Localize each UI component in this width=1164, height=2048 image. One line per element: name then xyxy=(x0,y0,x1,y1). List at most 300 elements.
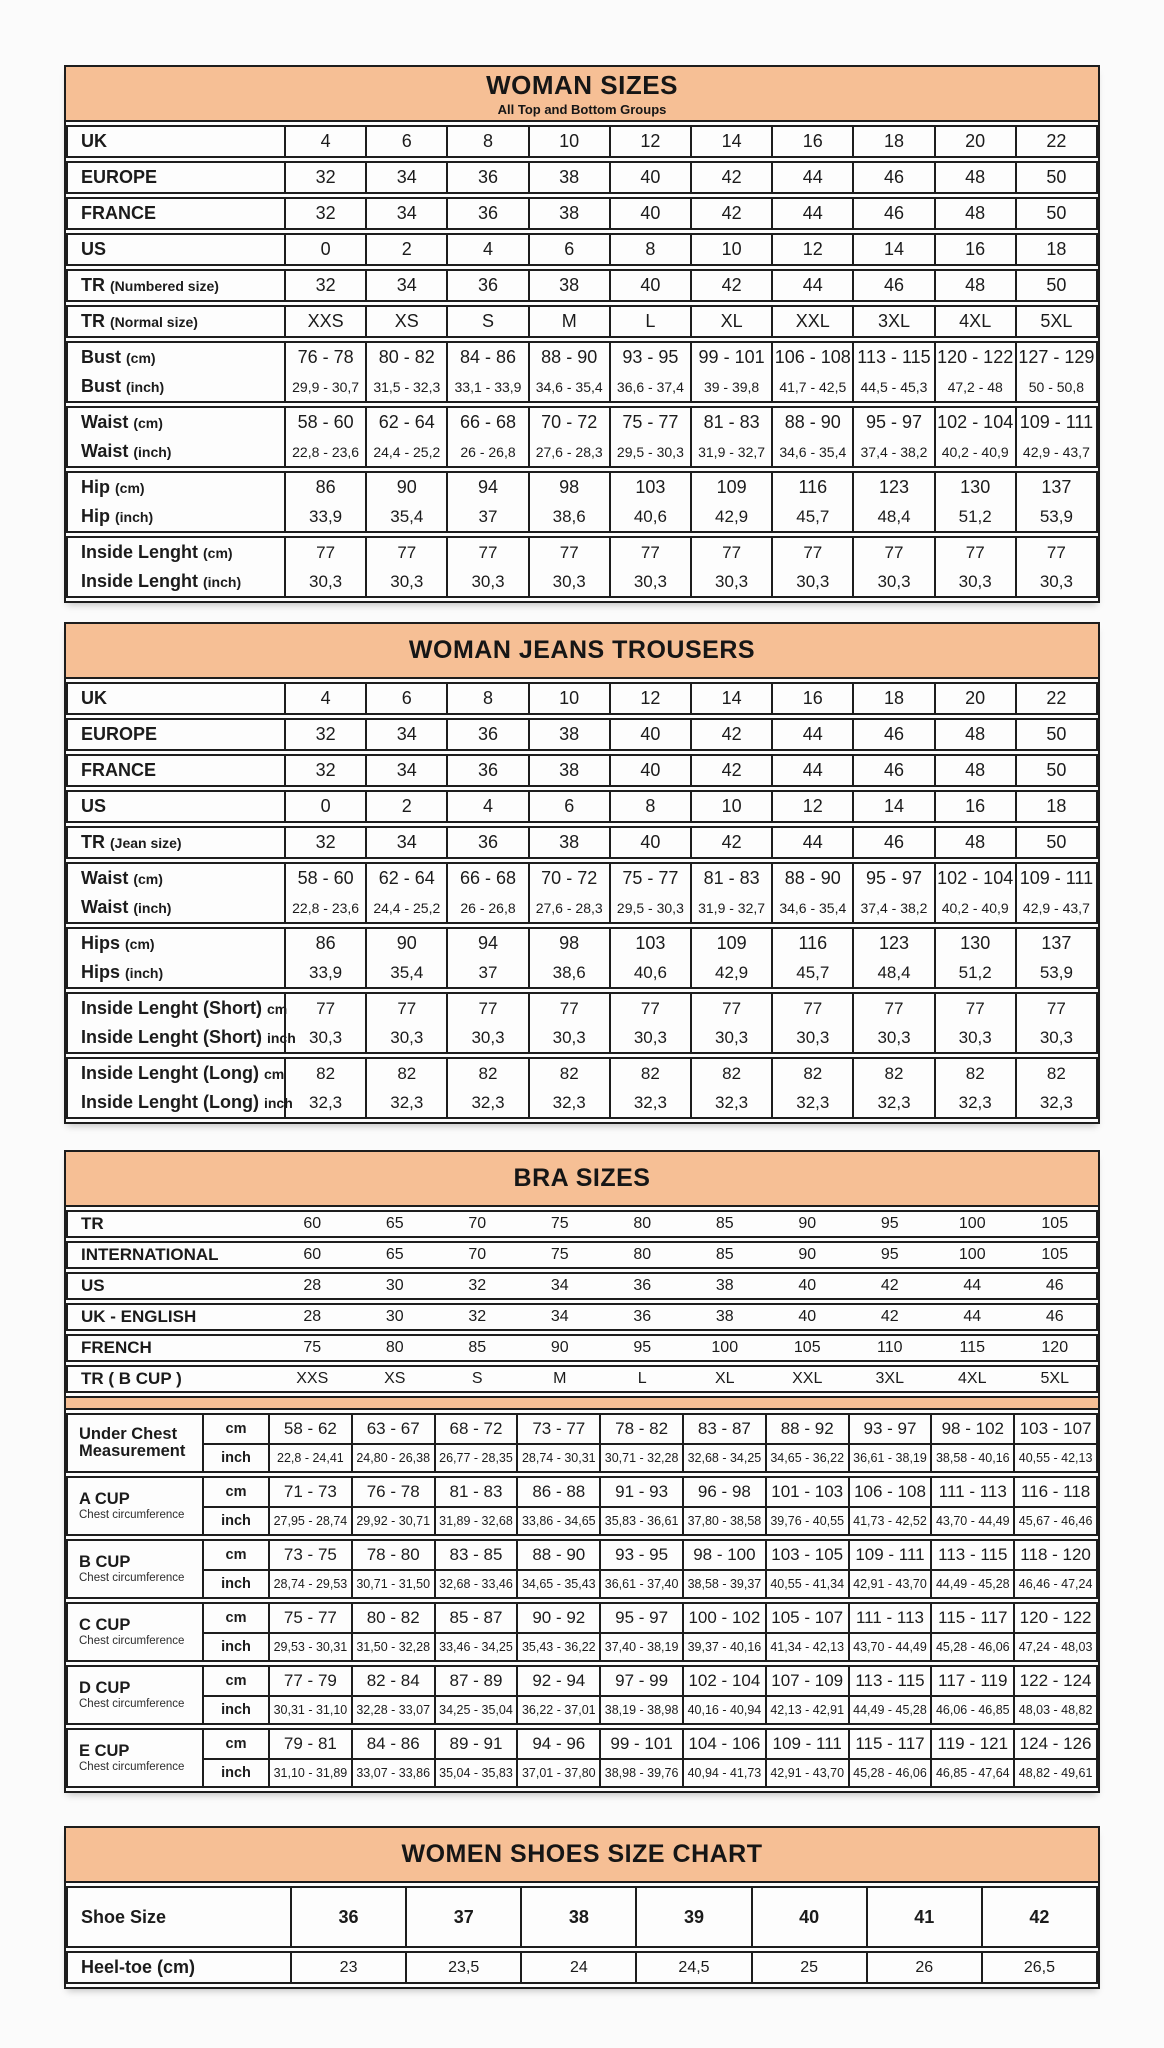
size-value-cell: 32 xyxy=(284,720,365,749)
size-value-cell: 0 xyxy=(284,792,365,821)
size-value-cell: 77 xyxy=(1015,994,1096,1023)
size-value-cell: 82 xyxy=(934,1059,1015,1088)
size-value-cell: 85 xyxy=(715,1246,734,1263)
size-value-cell: 68 - 72 xyxy=(434,1415,517,1443)
unit-label-inch: inch xyxy=(202,1632,268,1660)
size-value-cell: 30,3 xyxy=(609,567,690,596)
row-label-text: INTERNATIONAL xyxy=(81,1245,219,1264)
size-value-cell: 118 - 120 xyxy=(1013,1541,1096,1569)
size-value-cell: 26,77 - 28,35 xyxy=(434,1443,517,1471)
size-value-cell: 37 xyxy=(446,958,527,987)
size-value-cell: 34 xyxy=(550,1277,569,1294)
row-label xyxy=(68,199,284,228)
size-value-cell: 20 xyxy=(934,684,1015,713)
woman-sizes-table xyxy=(64,65,1100,603)
row-label-text: Hips xyxy=(81,962,121,982)
size-value-cell: 86 - 88 xyxy=(516,1478,599,1506)
size-value-cell: 76 - 78 xyxy=(284,343,365,372)
row-label-text: FRANCE xyxy=(81,760,156,780)
row-label-unit: (inch) xyxy=(133,443,172,460)
size-value-cell: 4 xyxy=(284,684,365,713)
size-value-cell: 50 - 50,8 xyxy=(1015,372,1096,401)
size-value-cell: 77 xyxy=(609,538,690,567)
row-label-text: TR xyxy=(81,311,105,331)
size-value-cell: 42,9 - 43,7 xyxy=(1015,437,1096,466)
row-label-unit: inch xyxy=(266,1029,296,1046)
row-label-text: EUROPE xyxy=(81,724,158,744)
size-value-cell: 77 xyxy=(690,994,771,1023)
row-label xyxy=(68,567,284,596)
size-value-cell: 38 xyxy=(520,1888,635,1946)
size-value-cell: 48 xyxy=(934,828,1015,857)
size-value-cell: 82 xyxy=(528,1059,609,1088)
size-value-cell: 77 xyxy=(284,538,365,567)
size-value-cell: 12 xyxy=(771,235,852,264)
row-label-unit: (Jean size) xyxy=(110,834,182,851)
cup-row-group xyxy=(66,1539,1098,1599)
size-value-cell: 115 - 117 xyxy=(848,1730,931,1758)
size-value-cell: 78 - 80 xyxy=(351,1541,434,1569)
size-value-cell: 102 - 104 xyxy=(934,864,1015,893)
size-value-cell: 30 xyxy=(385,1308,404,1325)
size-value-cell: 50 xyxy=(1015,720,1096,749)
size-value-cell: 40 xyxy=(609,199,690,228)
size-value-cell: 82 xyxy=(446,1059,527,1088)
row-label xyxy=(68,1336,271,1360)
cup-name-text: E CUP xyxy=(79,1741,130,1760)
row-label-unit: (inch) xyxy=(133,899,172,916)
cup-name-text: C CUP xyxy=(79,1615,131,1634)
size-value-cell: XXS xyxy=(296,1370,329,1387)
table-row-group xyxy=(66,471,1098,533)
size-value-cell: 95 xyxy=(633,1339,652,1356)
unit-label-inch: inch xyxy=(202,1758,268,1786)
size-value-cell: 100 xyxy=(958,1215,986,1232)
bra-sizes-table xyxy=(64,1150,1100,1793)
size-value-cell: 30,3 xyxy=(852,1023,933,1052)
unit-label-cm: cm xyxy=(202,1478,268,1506)
size-value-cell: 93 - 95 xyxy=(599,1541,682,1569)
size-value-cell: 82 xyxy=(284,1059,365,1088)
cup-row-group xyxy=(66,1476,1098,1536)
size-value-cell: 115 - 117 xyxy=(930,1604,1013,1632)
size-value-cell: 40 xyxy=(609,720,690,749)
size-value-cell: 44 xyxy=(771,199,852,228)
size-value-cell: 34,6 - 35,4 xyxy=(771,437,852,466)
size-value-cell: 16 xyxy=(771,684,852,713)
size-value-cell: 34 xyxy=(365,720,446,749)
size-value-cell: 30,3 xyxy=(528,1023,609,1052)
size-value-cell: 91 - 93 xyxy=(599,1478,682,1506)
size-value-cell: 38,58 - 40,16 xyxy=(930,1443,1013,1471)
size-value-cell: 102 - 104 xyxy=(682,1667,765,1695)
size-value-cell: 0 xyxy=(284,235,365,264)
shoes-grid xyxy=(66,1886,1098,1984)
row-label-text: Bust xyxy=(81,376,121,396)
cup-name-text: D CUP xyxy=(79,1678,131,1697)
size-value-cell: 32,3 xyxy=(1015,1088,1096,1117)
size-value-cell: 41,34 - 42,13 xyxy=(765,1632,848,1660)
size-value-cell: 48,4 xyxy=(852,502,933,531)
size-value-cell: 37 xyxy=(405,1888,520,1946)
size-value-cell: 76 - 78 xyxy=(351,1478,434,1506)
size-value-cell: 30,3 xyxy=(365,1023,446,1052)
size-value-cell: 34 xyxy=(365,828,446,857)
size-value-cell: 26 - 26,8 xyxy=(446,437,527,466)
size-value-cell: 32,3 xyxy=(690,1088,771,1117)
size-value-cell: 46,46 - 47,24 xyxy=(1013,1569,1096,1597)
size-value-cell: 33,07 - 33,86 xyxy=(351,1758,434,1786)
size-value-cell: 98 xyxy=(528,929,609,958)
size-value-cell: 105 xyxy=(793,1339,821,1356)
size-value-cell: 16 xyxy=(934,235,1015,264)
size-value-cell: 45,7 xyxy=(771,502,852,531)
size-value-cell: 22,8 - 24,41 xyxy=(268,1443,351,1471)
size-value-cell: 24,4 - 25,2 xyxy=(365,437,446,466)
row-label-unit: (Numbered size) xyxy=(110,277,219,294)
row-label xyxy=(68,1274,271,1298)
row-label xyxy=(68,929,284,958)
size-value-cell: 77 xyxy=(446,994,527,1023)
row-label-text: FRENCH xyxy=(81,1338,152,1357)
row-label xyxy=(68,864,284,893)
size-value-cell: 77 xyxy=(852,538,933,567)
row-label-text: TR xyxy=(81,1214,104,1233)
size-value-cell: 44 xyxy=(771,828,852,857)
size-value-cell: 30,3 xyxy=(446,567,527,596)
cup-label xyxy=(68,1415,202,1471)
size-value-cell: 32 xyxy=(284,756,365,785)
unit-label-inch: inch xyxy=(202,1695,268,1723)
size-value-cell: 32,68 - 34,25 xyxy=(682,1443,765,1471)
row-label-unit: inch xyxy=(263,1094,293,1111)
size-value-cell: 30,3 xyxy=(771,567,852,596)
size-value-cell: 100 - 102 xyxy=(682,1604,765,1632)
unit-label-cm: cm xyxy=(202,1667,268,1695)
row-label-text: Hips xyxy=(81,933,121,953)
size-value-cell: 36 xyxy=(446,828,527,857)
row-label-unit: (cm) xyxy=(126,349,156,366)
size-value-cell: 46 xyxy=(852,756,933,785)
size-value-cell: 105 xyxy=(1041,1215,1069,1232)
size-value-cell: 98 - 102 xyxy=(930,1415,1013,1443)
size-value-cell: 26 xyxy=(866,1953,981,1982)
size-value-cell: 83 - 85 xyxy=(434,1541,517,1569)
size-value-cell: 32,3 xyxy=(365,1088,446,1117)
women-shoes-header xyxy=(66,1828,1098,1883)
size-value-cell: 94 xyxy=(446,473,527,502)
size-value-cell: XS xyxy=(365,307,446,336)
size-value-cell: 34 xyxy=(365,163,446,192)
size-value-cell: 33,1 - 33,9 xyxy=(446,372,527,401)
size-value-cell: 37,01 - 37,80 xyxy=(516,1758,599,1786)
size-value-cell: 85 - 87 xyxy=(434,1604,517,1632)
size-value-cell: 40,55 - 42,13 xyxy=(1013,1443,1096,1471)
size-value-cell: 65 xyxy=(385,1215,404,1232)
size-value-cell: L xyxy=(637,1370,647,1387)
row-label xyxy=(68,1243,271,1267)
size-value-cell: 50 xyxy=(1015,271,1096,300)
size-value-cell: 75 - 77 xyxy=(609,408,690,437)
size-value-cell: 37,80 - 38,58 xyxy=(682,1506,765,1534)
size-value-cell: 103 xyxy=(609,473,690,502)
table-row-group xyxy=(66,305,1098,338)
size-value-cell: 42,13 - 42,91 xyxy=(765,1695,848,1723)
size-value-cell: 97 - 99 xyxy=(599,1667,682,1695)
divider-bar xyxy=(66,1396,1098,1410)
table-subtitle: All Top and Bottom Groups xyxy=(497,102,667,117)
size-value-cell: 30,3 xyxy=(934,567,1015,596)
size-value-cell: 34,25 - 35,04 xyxy=(434,1695,517,1723)
table-title: WOMEN SHOES SIZE CHART xyxy=(401,1840,763,1868)
size-value-cell: 44 xyxy=(963,1277,982,1294)
size-value-cell: 90 xyxy=(550,1339,569,1356)
row-label-unit: (inch) xyxy=(126,378,165,395)
size-value-cell: 6 xyxy=(528,235,609,264)
size-value-cell: 36 xyxy=(446,163,527,192)
size-value-cell: 16 xyxy=(771,127,852,156)
size-value-cell: 36 xyxy=(446,271,527,300)
size-value-cell: 38,6 xyxy=(528,958,609,987)
size-value-cell: 115 xyxy=(959,1339,985,1356)
size-value-cell: 105 - 107 xyxy=(765,1604,848,1632)
row-label-text: Shoe Size xyxy=(81,1906,167,1927)
unit-label-cm: cm xyxy=(202,1415,268,1443)
size-value-cell: 42 xyxy=(880,1308,899,1325)
size-value-cell: 81 - 83 xyxy=(690,864,771,893)
size-value-cell: 75 xyxy=(550,1215,569,1232)
size-value-cell: 40,16 - 40,94 xyxy=(682,1695,765,1723)
size-value-cell: 28 xyxy=(303,1277,322,1294)
size-value-cell: 32 xyxy=(284,199,365,228)
size-value-cell: 30,3 xyxy=(690,567,771,596)
size-value-cell: XS xyxy=(384,1370,406,1387)
size-value-cell: 10 xyxy=(690,792,771,821)
size-value-cell: 96 - 98 xyxy=(682,1478,765,1506)
size-value-cell: 90 xyxy=(798,1246,817,1263)
size-value-cell: 40 xyxy=(609,271,690,300)
size-value-cell: 30,3 xyxy=(284,1023,365,1052)
size-value-cell: 34,6 - 35,4 xyxy=(771,893,852,922)
size-value-cell: 44 xyxy=(963,1308,982,1325)
size-value-cell: 36,6 - 37,4 xyxy=(609,372,690,401)
size-value-cell: 30,3 xyxy=(1015,567,1096,596)
size-value-cell: 122 - 124 xyxy=(1013,1667,1096,1695)
row-label-text: EUROPE xyxy=(81,167,158,187)
size-value-cell: 35,83 - 36,61 xyxy=(599,1506,682,1534)
size-value-cell: 36,22 - 37,01 xyxy=(516,1695,599,1723)
size-value-cell: 42 xyxy=(690,163,771,192)
unit-label-inch: inch xyxy=(202,1443,268,1471)
size-value-cell: 46 xyxy=(852,720,933,749)
size-value-cell: 26,5 xyxy=(981,1953,1096,1982)
size-value-cell: 73 - 77 xyxy=(516,1415,599,1443)
size-value-cell: 70 - 72 xyxy=(528,408,609,437)
bra-sizes-header xyxy=(66,1152,1098,1207)
size-value-cell: 20 xyxy=(934,127,1015,156)
table-row-group xyxy=(66,1951,1098,1984)
size-value-cell: 40 xyxy=(609,756,690,785)
size-value-cell: 32,3 xyxy=(284,1088,365,1117)
size-value-cell: 77 xyxy=(365,994,446,1023)
table-row-group xyxy=(66,1057,1098,1119)
size-value-cell: 104 - 106 xyxy=(682,1730,765,1758)
size-value-cell: 75 xyxy=(550,1246,569,1263)
size-value-cell: 37 xyxy=(446,502,527,531)
size-value-cell: 42,9 - 43,7 xyxy=(1015,893,1096,922)
size-value-cell: 4XL xyxy=(934,307,1015,336)
size-value-cell: 8 xyxy=(446,127,527,156)
bra-cups-grid xyxy=(66,1413,1098,1788)
row-label xyxy=(68,307,284,336)
size-value-cell: 82 xyxy=(852,1059,933,1088)
row-label-text: Inside Lenght xyxy=(81,542,198,562)
size-value-cell: 75 - 77 xyxy=(268,1604,351,1632)
size-value-cell: 77 xyxy=(934,994,1015,1023)
size-value-cell: 106 - 108 xyxy=(848,1478,931,1506)
size-value-cell: 39 - 39,8 xyxy=(690,372,771,401)
size-value-cell: 42,9 xyxy=(690,958,771,987)
size-value-cell: 33,9 xyxy=(284,958,365,987)
row-label xyxy=(68,684,284,713)
size-value-cell: 81 - 83 xyxy=(690,408,771,437)
size-value-cell: 50 xyxy=(1015,199,1096,228)
size-value-cell: 40 xyxy=(798,1308,817,1325)
size-value-cell: 3XL xyxy=(875,1370,904,1387)
row-label-unit: (cm) xyxy=(133,870,163,887)
size-value-cell: 40 xyxy=(751,1888,866,1946)
size-value-cell: 48 xyxy=(934,756,1015,785)
size-value-cell: 37,40 - 38,19 xyxy=(599,1632,682,1660)
size-value-cell: 30,3 xyxy=(609,1023,690,1052)
table-row-group xyxy=(66,927,1098,989)
size-value-cell: 5XL xyxy=(1015,307,1096,336)
row-label-unit: (cm) xyxy=(115,479,145,496)
size-value-cell: XL xyxy=(690,307,771,336)
row-label-text: FRANCE xyxy=(81,203,156,223)
size-value-cell: 18 xyxy=(1015,235,1096,264)
size-value-cell: 31,10 - 31,89 xyxy=(268,1758,351,1786)
row-label-unit: (cm) xyxy=(133,414,163,431)
size-value-cell: 88 - 90 xyxy=(516,1541,599,1569)
size-value-cell: 29,9 - 30,7 xyxy=(284,372,365,401)
size-value-cell: 30,3 xyxy=(934,1023,1015,1052)
cup-label xyxy=(68,1730,202,1786)
size-value-cell: 4 xyxy=(446,235,527,264)
size-value-cell: 22 xyxy=(1015,127,1096,156)
size-value-cell: 101 - 103 xyxy=(765,1478,848,1506)
size-value-cell: 14 xyxy=(852,792,933,821)
row-label-text: UK - ENGLISH xyxy=(81,1307,197,1326)
size-value-cell: 28,74 - 30,31 xyxy=(516,1443,599,1471)
woman-sizes-header xyxy=(66,67,1098,122)
size-value-cell: 36,61 - 37,40 xyxy=(599,1569,682,1597)
table-row-group xyxy=(66,826,1098,859)
row-label-text: Inside Lenght (Long) xyxy=(81,1092,259,1112)
size-value-cell: 48 xyxy=(934,199,1015,228)
row-label xyxy=(68,828,284,857)
row-label xyxy=(68,163,284,192)
size-value-cell: 130 xyxy=(934,929,1015,958)
size-value-cell: 77 xyxy=(771,994,852,1023)
size-value-cell: 50 xyxy=(1015,163,1096,192)
size-value-cell: 18 xyxy=(852,684,933,713)
size-value-cell: 80 xyxy=(633,1246,652,1263)
size-value-cell: 12 xyxy=(771,792,852,821)
bra-systems-grid xyxy=(66,1210,1098,1393)
size-value-cell: 4XL xyxy=(958,1370,987,1387)
size-value-cell: 38 xyxy=(528,720,609,749)
size-value-cell: 31,89 - 32,68 xyxy=(434,1506,517,1534)
size-value-cell: 94 - 96 xyxy=(516,1730,599,1758)
size-value-cell: 106 - 108 xyxy=(771,343,852,372)
size-value-cell: 100 xyxy=(958,1246,986,1263)
cup-row-group xyxy=(66,1728,1098,1788)
size-value-cell: 58 - 60 xyxy=(284,864,365,893)
size-value-cell: 44,49 - 45,28 xyxy=(848,1695,931,1723)
table-row-group xyxy=(66,341,1098,403)
size-value-cell: 84 - 86 xyxy=(351,1730,434,1758)
cup-row-group xyxy=(66,1413,1098,1473)
size-value-cell: 116 xyxy=(771,473,852,502)
size-value-cell: 34,6 - 35,4 xyxy=(528,372,609,401)
size-value-cell: XL xyxy=(714,1370,735,1387)
cup-row-group xyxy=(66,1665,1098,1725)
size-value-cell: 70 xyxy=(468,1215,487,1232)
size-value-cell: 40,2 - 40,9 xyxy=(934,893,1015,922)
size-value-cell: 93 - 97 xyxy=(848,1415,931,1443)
table-row-group xyxy=(66,406,1098,468)
size-value-cell: 110 xyxy=(876,1339,903,1356)
size-value-cell: 32 xyxy=(284,271,365,300)
row-label xyxy=(68,372,284,401)
size-value-cell: 32,3 xyxy=(528,1088,609,1117)
size-value-cell: 22,8 - 23,6 xyxy=(284,437,365,466)
row-label-text: Inside Lenght (Long) xyxy=(81,1063,259,1083)
size-value-cell: 116 xyxy=(771,929,852,958)
size-value-cell: 29,5 - 30,3 xyxy=(609,893,690,922)
size-value-cell: 66 - 68 xyxy=(446,408,527,437)
size-value-cell: 71 - 73 xyxy=(268,1478,351,1506)
row-label-text: TR xyxy=(81,832,105,852)
size-value-cell: 83 - 87 xyxy=(682,1415,765,1443)
cup-sublabel: Chest circumference xyxy=(79,1698,185,1711)
size-value-cell: 86 xyxy=(284,929,365,958)
size-value-cell: 98 xyxy=(528,473,609,502)
unit-label-inch: inch xyxy=(202,1569,268,1597)
size-value-cell: 42 xyxy=(690,828,771,857)
size-value-cell: 84 - 86 xyxy=(446,343,527,372)
size-value-cell: S xyxy=(446,307,527,336)
table-row-group xyxy=(66,1334,1098,1362)
row-label xyxy=(68,1953,290,1982)
size-value-cell: 113 - 115 xyxy=(848,1667,931,1695)
size-value-cell: 30,3 xyxy=(446,1023,527,1052)
size-value-cell: 40,94 - 41,73 xyxy=(682,1758,765,1786)
row-label xyxy=(68,271,284,300)
size-value-cell: 32 xyxy=(468,1277,487,1294)
size-value-cell: 40 xyxy=(798,1277,817,1294)
size-value-cell: 42 xyxy=(690,199,771,228)
row-label xyxy=(68,1088,293,1117)
size-value-cell: 34 xyxy=(550,1308,569,1325)
size-value-cell: 35,4 xyxy=(365,958,446,987)
size-value-cell: 24,80 - 26,38 xyxy=(351,1443,434,1471)
row-label-text: Hip xyxy=(81,477,110,497)
size-value-cell: 38 xyxy=(528,271,609,300)
size-value-cell: 90 xyxy=(365,929,446,958)
size-value-cell: 31,5 - 32,3 xyxy=(365,372,446,401)
